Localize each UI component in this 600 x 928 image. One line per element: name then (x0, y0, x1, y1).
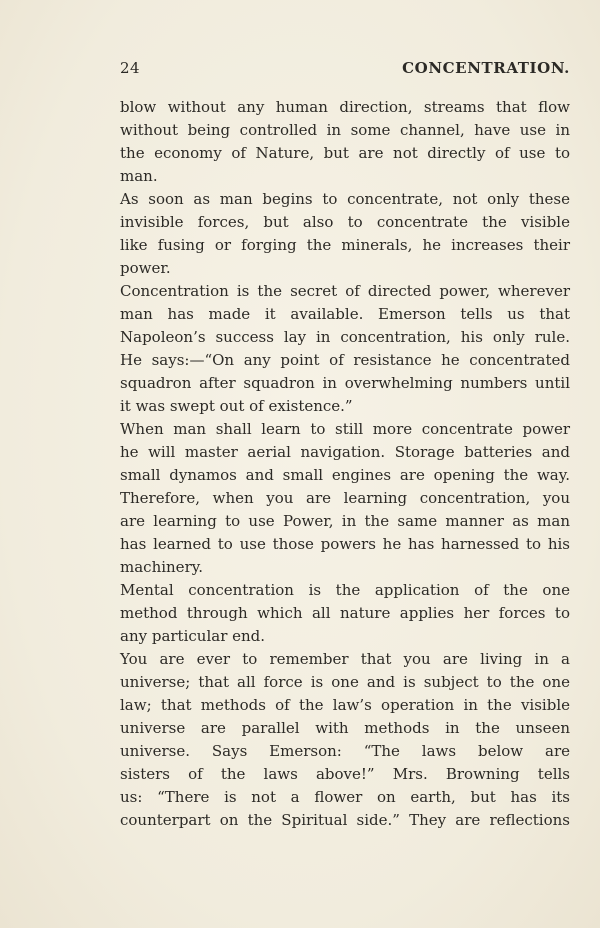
text-line: small dynamos and small engines are opening the way. (120, 466, 570, 484)
body-text (120, 96, 570, 832)
text-line: the economy of Nature, but are not directly of use to (120, 144, 570, 162)
text-line: without being controlled in some channel, have use in (120, 121, 570, 139)
text-line: squadron after squadron in overwhelming numbers until (120, 374, 570, 392)
text-line: He says:—“On any point of resistance he concentrated (120, 351, 570, 369)
text-line: any particular end. (120, 627, 266, 645)
text-line: As soon as man begins to concentrate, not only these (120, 190, 570, 208)
text-line: power. (120, 259, 171, 277)
text-line: blow without any human direction, streams that flow (120, 98, 570, 116)
text-line: machinery. (120, 558, 203, 576)
text-line: universe; that all force is one and is subject to the one (120, 673, 570, 691)
text-line: man has made it available. Emerson tells us that (120, 305, 570, 323)
text-line: universe. Says Emerson: “The laws below are (120, 742, 570, 760)
text-line: like fusing or forging the minerals, he increases their (120, 236, 570, 254)
text-line: sisters of the laws above!” Mrs. Browning tells (120, 765, 570, 783)
paragraph (120, 579, 570, 648)
text-line: Napoleon’s success lay in concentration, his only rule. (120, 328, 570, 346)
text-line: it was swept out of existence.” (120, 397, 353, 415)
text-line: he will master aerial navigation. Storage batteries and (120, 443, 570, 461)
page-number: 24 (120, 59, 141, 77)
paragraph (120, 648, 570, 832)
paragraph (120, 96, 570, 188)
text-line: us: “There is not a flower on earth, but has its (120, 788, 570, 806)
page-header (120, 57, 570, 79)
text-line: has learned to use those powers he has harnessed to his (120, 535, 570, 553)
text-line: man. (120, 167, 158, 185)
text-line: Mental concentration is the application of the one (120, 581, 570, 599)
text-line: method through which all nature applies her forces to (120, 604, 570, 622)
text-line: Therefore, when you are learning concentration, you (120, 489, 570, 507)
text-line: When man shall learn to still more concentrate power (120, 420, 570, 438)
paragraph (120, 418, 570, 579)
text-line: counterpart on the Spiritual side.” They are reflections (120, 811, 570, 829)
text-line: Concentration is the secret of directed power, wherever (120, 282, 570, 300)
text-line: are learning to use Power, in the same manner as man (120, 512, 570, 530)
running-title: CONCENTRATION. (402, 59, 570, 77)
text-line: law; that methods of the law’s operation in the visible (120, 696, 570, 714)
paragraph (120, 188, 570, 280)
text-line: invisible forces, but also to concentrate the visible (120, 213, 570, 231)
text-line: You are ever to remember that you are living in a (120, 650, 570, 668)
paragraph (120, 280, 570, 418)
text-line: universe are parallel with methods in the unseen (120, 719, 570, 737)
